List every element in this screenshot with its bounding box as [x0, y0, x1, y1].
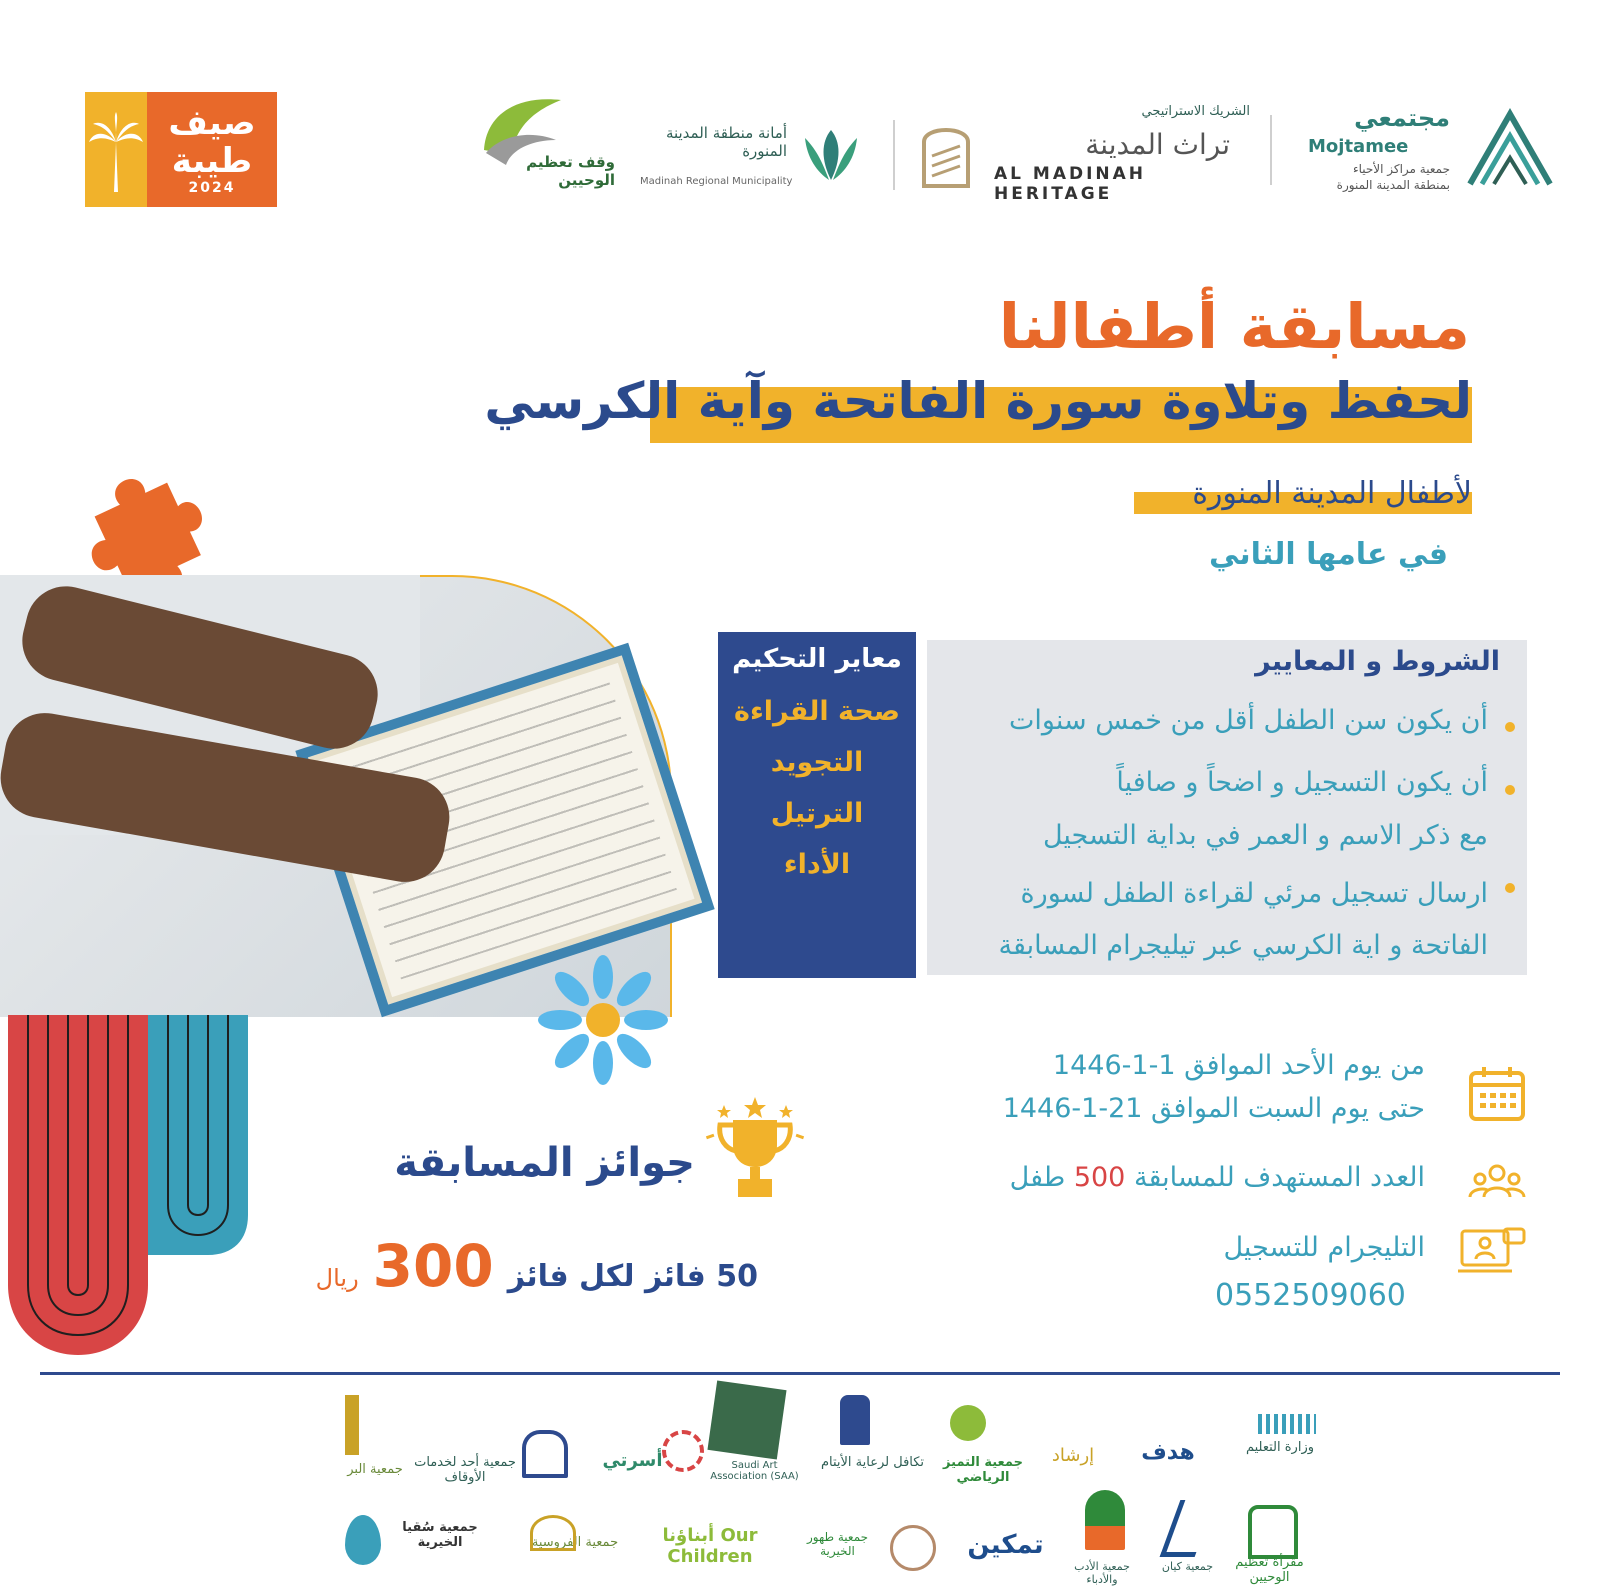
- prize-currency: ريال: [315, 1264, 359, 1292]
- sponsor-sports-excellence: جمعية التميز الرياضي: [943, 1455, 1023, 1485]
- term-3-line2: الفاتحة و اية الكرسي عبر تيليجرام المسابقة: [998, 930, 1488, 961]
- sponsor-suqia: جمعية سُقيا الخيرية: [402, 1520, 478, 1550]
- terms-heading: الشروط و المعايير: [1255, 646, 1500, 677]
- ohod-mosque-icon: [522, 1430, 568, 1478]
- date-from: من يوم الأحد الموافق 1-1-1446: [1052, 1050, 1425, 1081]
- flower-icon: [538, 955, 668, 1085]
- edition-text: في عامها الثاني: [1209, 537, 1448, 572]
- footer-divider: [40, 1372, 1560, 1375]
- target-number: 500: [1073, 1162, 1126, 1193]
- criteria-item-2: التجويد: [770, 747, 864, 778]
- header-divider: [893, 120, 895, 190]
- page-subtitle: لحفظ وتلاوة سورة الفاتحة وآية الكرسي: [484, 372, 1472, 430]
- telegram-label: التليجرام للتسجيل: [1223, 1232, 1425, 1263]
- page-title: مسابقة أطفالنا: [998, 290, 1470, 363]
- heritage-logo: [920, 104, 1250, 204]
- waqf-logo: [470, 95, 615, 195]
- term-2-line2: مع ذكر الاسم و العمر في بداية التسجيل: [1042, 820, 1488, 851]
- heritage-en: AL MADINAH HERITAGE: [994, 164, 1147, 204]
- sponsor-saudi-art: Saudi Art Association (SAA): [710, 1460, 799, 1482]
- amana-logo-en: Madinah Regional Municipality: [640, 176, 793, 187]
- term-1: أن يكون سن الطفل أقل من خمس سنوات: [1009, 705, 1488, 736]
- calendar-icon: [1468, 1065, 1526, 1123]
- mojtamee-icon: [1460, 104, 1560, 194]
- equestrian-horse-icon: [530, 1515, 576, 1551]
- date-to: حتى يوم السبت الموافق 21-1-1446: [1002, 1093, 1425, 1124]
- season-line2: طيبة: [171, 140, 253, 181]
- bullet-dot: [1505, 722, 1515, 732]
- target-prefix: العدد المستهدف للمسابقة: [1133, 1162, 1425, 1193]
- season-badge: [85, 92, 277, 207]
- header-divider-2: [1270, 115, 1272, 185]
- sponsor-kayan: جمعية كيان: [1161, 1560, 1214, 1573]
- target-count: [1010, 1162, 1425, 1193]
- sports-logo-icon: [950, 1405, 986, 1441]
- criteria-item-1: صحة القراءة: [734, 696, 900, 727]
- sponsor-tahoor: جمعية طهور الخيرية: [806, 1530, 869, 1558]
- osrati-flower-icon: [662, 1430, 704, 1472]
- suqia-drop-icon: [345, 1515, 381, 1565]
- saa-logo-icon: [707, 1380, 786, 1459]
- amana-logo-ar: أمانة منطقة المدينة المنورة: [665, 124, 787, 160]
- palm-icon: [85, 92, 147, 207]
- heritage-ar: تراث المدينة: [1085, 128, 1230, 161]
- trophy-icon: [700, 1095, 810, 1205]
- amana-logo: [640, 118, 865, 193]
- takaful-hand-icon: [840, 1395, 870, 1445]
- season-year: 2024: [188, 179, 236, 196]
- prize-amount: 300: [372, 1232, 494, 1300]
- heritage-icon: [920, 116, 972, 188]
- ministry-logo-dots-icon: [1258, 1414, 1316, 1434]
- maqraa-logo-icon: [1248, 1505, 1298, 1559]
- mojtamee-en: Mojtamee: [1308, 136, 1409, 157]
- judging-criteria-heading: معاير التحكيم: [732, 644, 902, 674]
- mojtamee-desc2: بمنطقة المدينة المنورة: [1336, 178, 1450, 192]
- term-2-line1: أن يكون التسجيل و اضحاً و صافياً: [1116, 767, 1488, 798]
- mojtamee-ar: مجتمعي: [1354, 104, 1450, 132]
- season-text: [147, 92, 277, 207]
- sponsor-ohod: جمعية أحد لخدمات الأوقاف: [414, 1455, 516, 1485]
- sponsor-irshad: إرشاد: [1051, 1445, 1095, 1466]
- amana-icon: [797, 120, 865, 190]
- arch-decoration: [8, 1015, 248, 1355]
- season-line1: صيف: [168, 102, 256, 143]
- bullet-dot: [1505, 883, 1515, 893]
- sponsor-adab: جمعية الأدب والأدباء: [1074, 1560, 1130, 1586]
- sponsor-albir: جمعية البر: [347, 1462, 403, 1477]
- sponsor-maqraa: مقرأة تعظيم الوحيين: [1235, 1555, 1304, 1585]
- terms-panel: [927, 640, 1527, 975]
- criteria-item-4: الأداء: [783, 849, 851, 880]
- prize-details: [316, 1232, 758, 1300]
- sponsor-tamkeen: تمكين: [967, 1530, 1044, 1560]
- online-registration-icon: [1458, 1225, 1526, 1283]
- sponsor-our-children: أبناؤنا Our Children: [662, 1525, 758, 1567]
- sponsor-osrati: أسرتي: [602, 1450, 663, 1471]
- partner-label: الشريك الاستراتيجي: [1141, 104, 1250, 119]
- tahoor-logo-icon: [890, 1525, 936, 1571]
- kayan-logo-icon: [1160, 1500, 1216, 1557]
- target-suffix: طفل: [1009, 1162, 1066, 1193]
- group-icon: [1468, 1155, 1526, 1213]
- judging-criteria-panel: [718, 632, 916, 978]
- telegram-number[interactable]: 0552509060: [1215, 1278, 1406, 1313]
- audience-text: لأطفال المدينة المنورة: [1192, 476, 1472, 511]
- prizes-heading: جوائز المسابقة: [394, 1140, 695, 1186]
- sponsor-takaful: تكافل لرعاية الأيتام: [820, 1455, 925, 1470]
- mojtamee-desc1: جمعية مراكز الأحياء: [1352, 162, 1450, 176]
- sponsor-equestrian: جمعية الفروسية: [531, 1535, 619, 1550]
- sponsor-hadaf: هدف: [1141, 1440, 1195, 1465]
- prize-winners: 50 فائز لكل فائز: [507, 1259, 758, 1294]
- term-3-line1: ارسال تسجيل مرئي لقراءة الطفل لسورة: [1020, 878, 1488, 909]
- criteria-item-3: الترتيل: [770, 798, 864, 829]
- waqf-logo-text: وقف تعظيم الوحيين: [526, 153, 615, 189]
- sponsor-ministry-education: وزارة التعليم: [1245, 1440, 1315, 1455]
- albir-minaret-icon: [345, 1395, 359, 1455]
- mojtamee-logo: [1300, 104, 1560, 199]
- adab-mosque-icon: [1085, 1490, 1125, 1550]
- bullet-dot: [1505, 785, 1515, 795]
